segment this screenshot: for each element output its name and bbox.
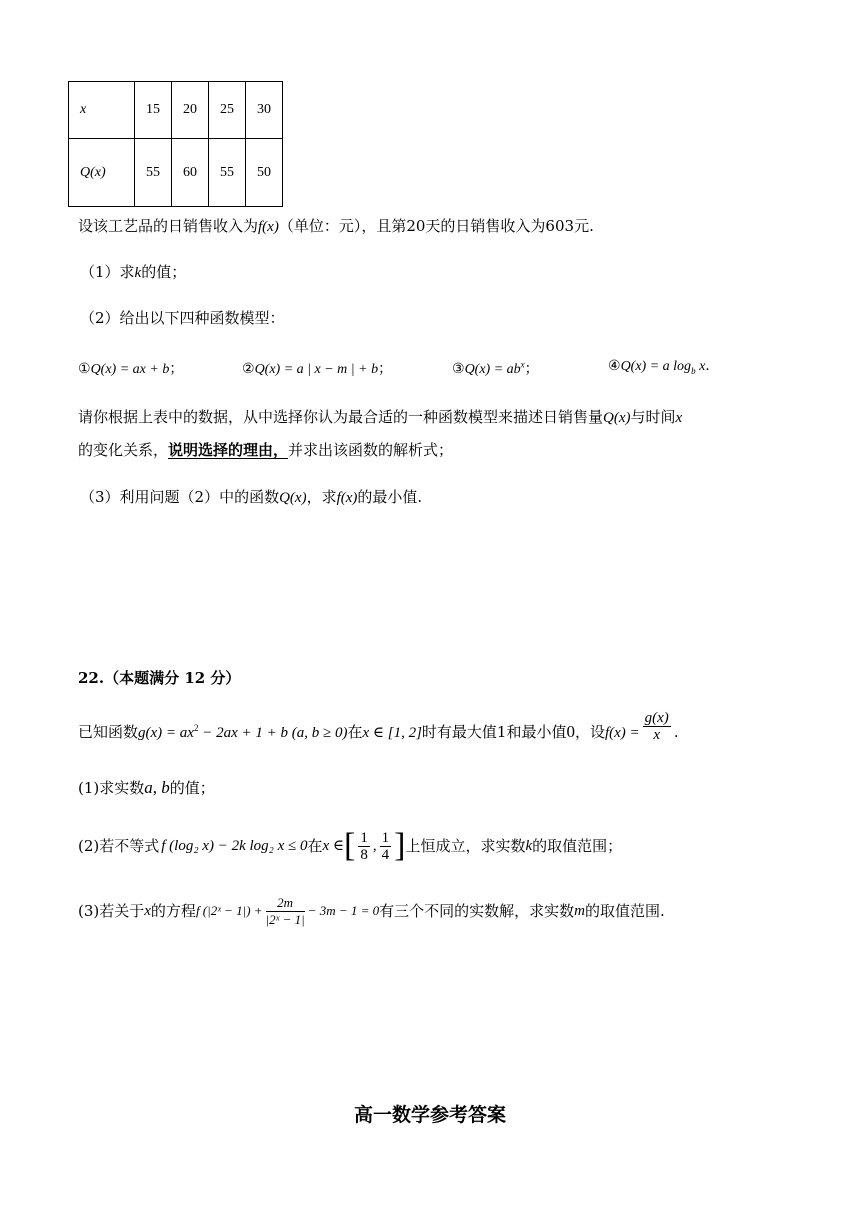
model-subscript: b <box>691 365 696 376</box>
table-row <box>69 82 283 139</box>
intro-text: 设该工艺品的日销售收入为 <box>78 217 259 235</box>
model-number: ④ <box>608 358 621 374</box>
question-1 <box>80 262 186 283</box>
fraction-2m <box>266 895 305 928</box>
stem-text: 已知函数 <box>78 723 139 741</box>
fraction-numerator: 2m <box>266 895 305 912</box>
fraction-1-4 <box>380 830 392 863</box>
q3-text-3: 有三个不同的实数解，求实数 <box>379 902 575 920</box>
math-equation-part-2: − 3m − 1 = 0 <box>307 903 380 918</box>
q3-text-3: 的最小值. <box>357 488 423 506</box>
q2-text: （2）给出以下四种函数模型： <box>80 309 285 327</box>
choose-paragraph-line-1 <box>78 407 682 428</box>
q2-text-2: 在 <box>307 837 323 855</box>
model-superscript: x <box>520 359 525 370</box>
fraction-denominator: 8 <box>360 846 368 863</box>
choose-text-3: 的变化关系， <box>78 441 169 459</box>
choose-text: 请你根据上表中的数据，从中选择你认为最合适的一种函数模型来描述日销售量 <box>78 408 604 426</box>
q2-text-4: 的取值范围； <box>532 837 623 855</box>
q1-text-2: 的值； <box>141 263 187 281</box>
model-number: ② <box>242 361 255 377</box>
math-qx: Q(x) <box>603 410 631 426</box>
math-x-in: x ∈ <box>322 838 345 854</box>
emphasis-text: 说明选择的理由， <box>168 441 289 459</box>
fraction-1-8 <box>358 830 370 863</box>
right-bracket: ] <box>394 827 406 864</box>
q3-text-4: 的取值范围. <box>585 902 665 920</box>
model-3 <box>452 358 539 378</box>
model-end: ； <box>378 361 393 377</box>
q1-text: （1）求 <box>80 263 135 281</box>
superscript-2: 2 <box>193 723 199 733</box>
model-expression: Q(x) = a | x − m | + b <box>254 362 379 377</box>
table-cell: 60 <box>172 139 209 207</box>
q3-text-2: ，求 <box>306 488 337 506</box>
q1-text: (1)求实数 <box>78 779 145 797</box>
model-number: ③ <box>452 361 465 377</box>
left-bracket: [ <box>344 827 356 864</box>
table-cell: 25 <box>209 82 246 139</box>
math-zero: 0 <box>566 722 575 741</box>
model-4 <box>608 358 710 375</box>
problem-22-q1 <box>78 778 215 798</box>
math-x: x <box>144 903 151 919</box>
table-cell: 55 <box>135 139 172 207</box>
model-expression: Q(x) = ab <box>464 362 521 377</box>
question-3 <box>80 487 422 508</box>
fraction-numerator: 1 <box>360 829 368 846</box>
table-cell: 15 <box>135 82 172 139</box>
q2-text: (2)若不等式 <box>78 837 160 855</box>
fraction-numerator: g(x) <box>644 709 669 726</box>
stem-text-2: 在 <box>347 723 363 741</box>
math-gx: g(x) = ax <box>138 725 194 741</box>
answer-heading: 高一数学参考答案 <box>353 1104 506 1126</box>
table-cell: 20 <box>172 82 209 139</box>
math-f-def: f(x) = <box>604 725 640 741</box>
table-row <box>69 139 283 207</box>
data-table <box>68 81 283 207</box>
fraction-denominator: 4 <box>381 846 390 863</box>
problem-22-title: 22.（本题满分 12 分） <box>78 669 241 687</box>
fraction <box>643 710 671 743</box>
math-equation-part-1: f (|2ˣ − 1|) + <box>195 903 263 918</box>
math-inequality: f (log₂ x) − 2k log₂ x ≤ 0 <box>161 838 308 854</box>
fraction-denominator: |2ˣ − 1| <box>265 911 305 927</box>
problem-22-q3 <box>78 888 665 934</box>
math-k: k <box>525 838 533 854</box>
problem-22-q2: (2)若不等式 f (log₂ x) − 2k log₂ x ≤ 0 在 x ∈ [ $\frac{1}{8}$ , $\frac{1}{4}$ ] 上恒成立，求实数 k 的取值范围； <box>78 827 623 864</box>
model-tail: x <box>695 359 706 374</box>
problem-22-stem: 已知函数$g(x) = ax^2 - 2ax + 1 + b$ (a, b ≥ 0)在x ∈ [1, 2]时有最大值1和最小值0，设f(x) = $\frac{g(x)}{x}$ . <box>78 709 679 743</box>
intro-text-2: （单位：元），且第20天的日销售收入为603元. <box>278 217 594 235</box>
q3-text: (3)若关于 <box>78 902 145 920</box>
intro-paragraph <box>78 216 594 237</box>
table-cell: 30 <box>246 82 283 139</box>
q3-text-2: 的方程 <box>150 902 196 920</box>
choose-text-4: 并求出该函数的解析式； <box>288 441 454 459</box>
fraction-denominator: x <box>653 726 661 743</box>
question-2 <box>80 308 285 328</box>
model-expression: Q(x) = ax + b <box>90 362 170 377</box>
table-cell: Q(x) <box>69 139 135 207</box>
stem-text-3: 时有最大值1和最小值 <box>421 723 567 741</box>
table-cell: 50 <box>246 139 283 207</box>
math-x: x <box>675 410 683 426</box>
choose-paragraph-line-2 <box>78 440 453 460</box>
model-end: . <box>705 358 710 374</box>
math-fx: f(x) <box>258 219 279 235</box>
math-m: m <box>574 903 585 919</box>
math-k: k <box>134 265 142 281</box>
stem-text-4: ，设 <box>574 723 605 741</box>
table-cell: 55 <box>209 139 246 207</box>
model-2 <box>242 358 392 378</box>
model-expression: Q(x) = a log <box>620 359 692 374</box>
model-end: ； <box>169 361 184 377</box>
fraction-numerator: 1 <box>381 829 390 846</box>
q2-text-3: 上恒成立，求实数 <box>405 837 526 855</box>
math-range: x ∈ [1, 2] <box>362 725 422 741</box>
model-end: ； <box>524 361 539 377</box>
table-cell: x <box>69 82 135 139</box>
model-1 <box>78 358 183 378</box>
math-qx: Q(x) <box>279 490 307 506</box>
math-expression: − 2ax + 1 + b (a, b ≥ 0) <box>198 725 348 741</box>
choose-text-2: 与时间 <box>630 408 676 426</box>
math-ab: a, b <box>144 778 170 797</box>
model-number: ① <box>78 361 91 377</box>
q3-text: （3）利用问题（2）中的函数 <box>80 488 280 506</box>
q1-text-2: 的值； <box>169 779 215 797</box>
math-fx: f(x) <box>336 490 358 506</box>
